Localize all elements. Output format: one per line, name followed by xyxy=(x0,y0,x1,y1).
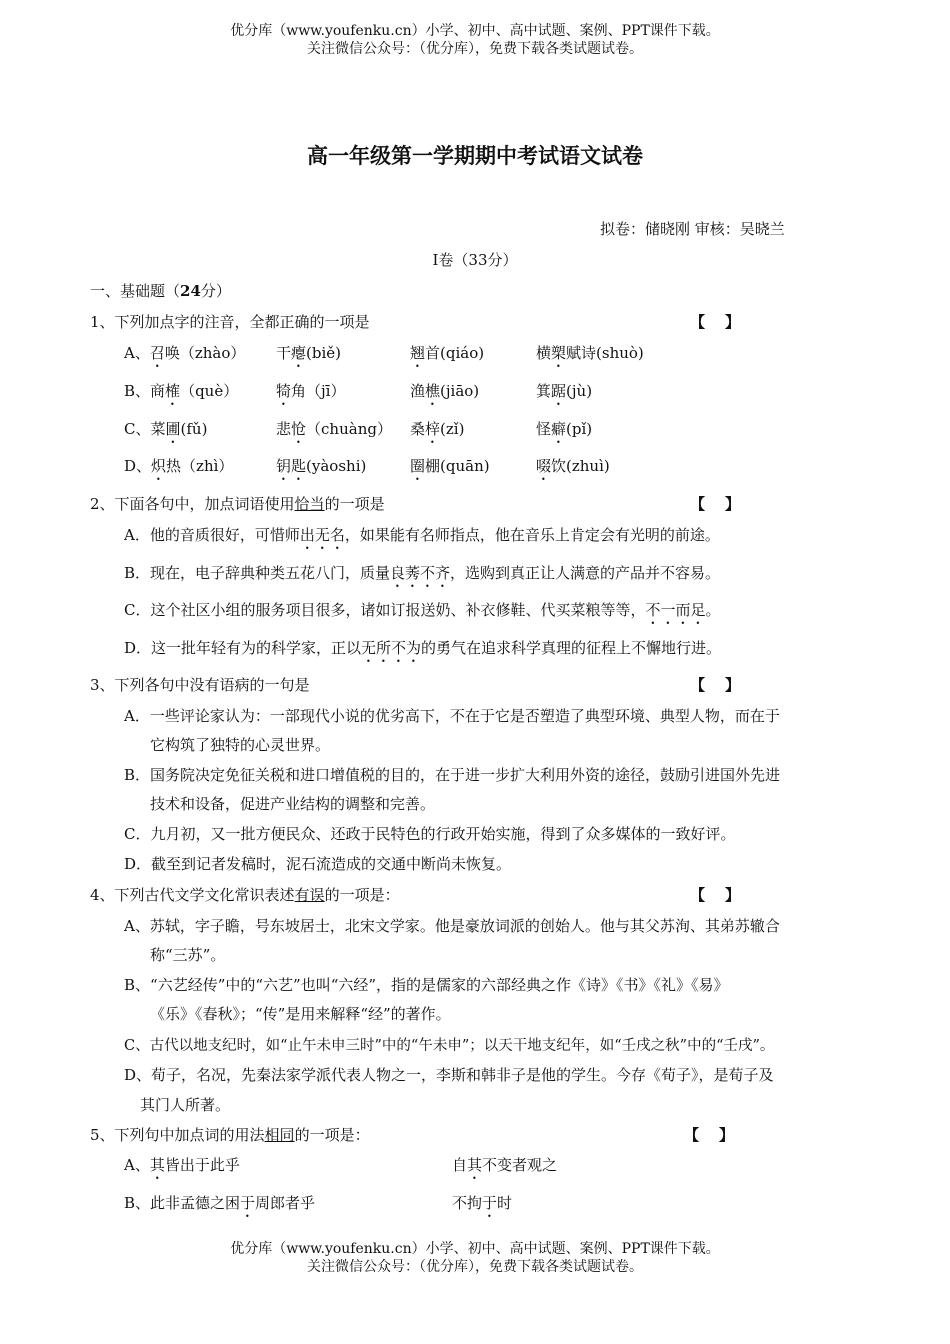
q1-answer-bracket[interactable]: 【】 xyxy=(690,313,761,331)
q2-stem: 2、下面各句中，加点词语使用恰当的一项是 xyxy=(90,495,385,513)
q4-answer-bracket[interactable]: 【】 xyxy=(690,886,761,904)
q2-option-a: A．他的音质很好，可惜师出无名，如果能有名师指点，他在音乐上肯定会有光明的前途。 xyxy=(124,526,720,544)
q2-option-c: C．这个社区小组的服务项目很多，诸如订报送奶、补衣修鞋、代买菜粮等等，不一而足。 xyxy=(124,601,721,619)
q2-option-d: D．这一批年轻有为的科学家，正以无所不为的勇气在追求科学真理的征程上不懈地行进。 xyxy=(124,639,722,657)
q5-answer-bracket[interactable]: 【】 xyxy=(684,1126,755,1144)
exam-title: 高一年级第一学期期中考试语文试卷 xyxy=(307,143,643,168)
q3-option-c: C．九月初，又一批方便民众、还政于民特色的行政开始实施，得到了众多媒体的一致好评。 xyxy=(124,825,736,843)
q3-stem: 3、下列各句中没有语病的一句是 xyxy=(90,676,310,694)
part1-heading: 一、基础题（24分） xyxy=(90,282,231,300)
header-line-1: 优分库（www.youfenku.cn）小学、初中、高中试题、案例、PPT课件下载。 xyxy=(230,23,720,39)
q4-stem: 4、下列古代文学文化常识表述有误的一项是： xyxy=(90,886,400,904)
q1-stem: 1、下列加点字的注音，全都正确的一项是 xyxy=(90,313,370,331)
q4-option-c: C、古代以地支纪时，如“止午未申三时”中的“午未申”；以天干地支纪年，如“壬戌之秋”中的“壬戌”。 xyxy=(124,1038,775,1054)
footer-line-1: 优分库（www.youfenku.cn）小学、初中、高中试题、案例、PPT课件下载。 xyxy=(230,1241,720,1257)
q2-answer-bracket[interactable]: 【】 xyxy=(690,495,761,513)
footer-line-2: 关注微信公众号：（优分库），免费下载各类试题试卷。 xyxy=(307,1259,643,1275)
q3-answer-bracket[interactable]: 【】 xyxy=(690,676,761,694)
q3-option-d: D．截至到记者发稿时，泥石流造成的交通中断尚未恢复。 xyxy=(124,855,512,873)
header-line-2: 关注微信公众号：（优分库），免费下载各类试题试卷。 xyxy=(307,41,643,57)
volume-label: I卷（33分） xyxy=(432,251,518,269)
authors: 拟卷：储晓刚 审核：吴晓兰 xyxy=(600,220,785,238)
q5-stem: 5、下列句中加点词的用法相同的一项是： xyxy=(90,1126,370,1144)
q2-option-b: B．现在，电子辞典种类五花八门，质量良莠不齐，选购到真正让人满意的产品并不容易。 xyxy=(124,564,721,582)
